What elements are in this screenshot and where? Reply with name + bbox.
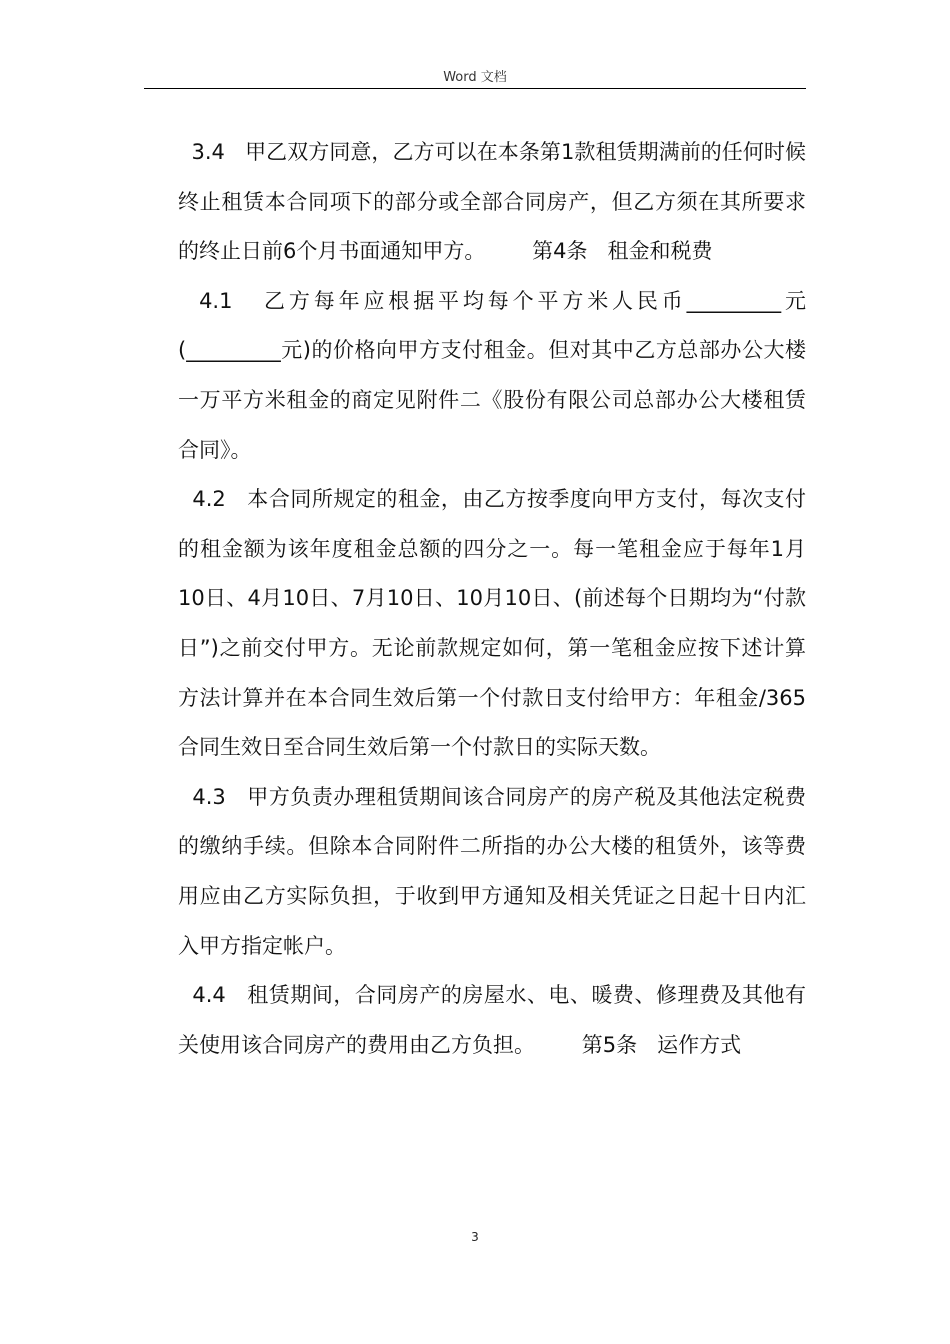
paragraph-3-4: 3.4 甲乙双方同意，乙方可以在本条第1款租赁期满前的任何时候终止租赁本合同项下的部分或全部合同房产，但乙方须在其所要求的终止日前6个月书面通知甲方。 第4条 租金和税费 bbox=[178, 140, 806, 264]
paragraph-4-3: 4.3 甲方负责办理租赁期间该合同房产的房产税及其他法定税费的缴纳手续。但除本合同附件二所指的办公大楼的租赁外，该等费用应由乙方实际负担，于收到甲方通知及相关凭证之日起十日内汇入甲方指定帐户。 bbox=[178, 784, 806, 958]
document-body bbox=[178, 128, 806, 1070]
paragraph-4-2: 4.2 本合同所规定的租金，由乙方按季度向甲方支付，每次支付的租金额为该年度租金总额的四分之一。每一笔租金应于每年1月10日、4月10日、7月10日、10月10日、(前述每个日期均为“付款日”)之前交付甲方。无论前款规定如何，第一笔租金应按下述计算方法计算并在本合同生效后第一个付款日支付给甲方：年租金/365合同生效日至合同生效后第一个付款日的实际天数。 bbox=[178, 487, 806, 760]
header-divider bbox=[144, 88, 806, 89]
page-header: Word 文档 bbox=[443, 70, 507, 85]
paragraph-4-4: 4.4 租赁期间，合同房产的房屋水、电、暖费、修理费及其他有关使用该合同房产的费用由乙方负担。 第5条 运作方式 bbox=[178, 983, 806, 1057]
page-number: 3 bbox=[471, 1230, 479, 1244]
paragraph-4-1: 4.1 乙方每年应根据平均每个平方米人民币_________元(_________元)的价格向甲方支付租金。但对其中乙方总部办公大楼一万平方米租金的商定见附件二《股份有限公司总部办公大楼租赁合同》。 bbox=[178, 288, 806, 462]
